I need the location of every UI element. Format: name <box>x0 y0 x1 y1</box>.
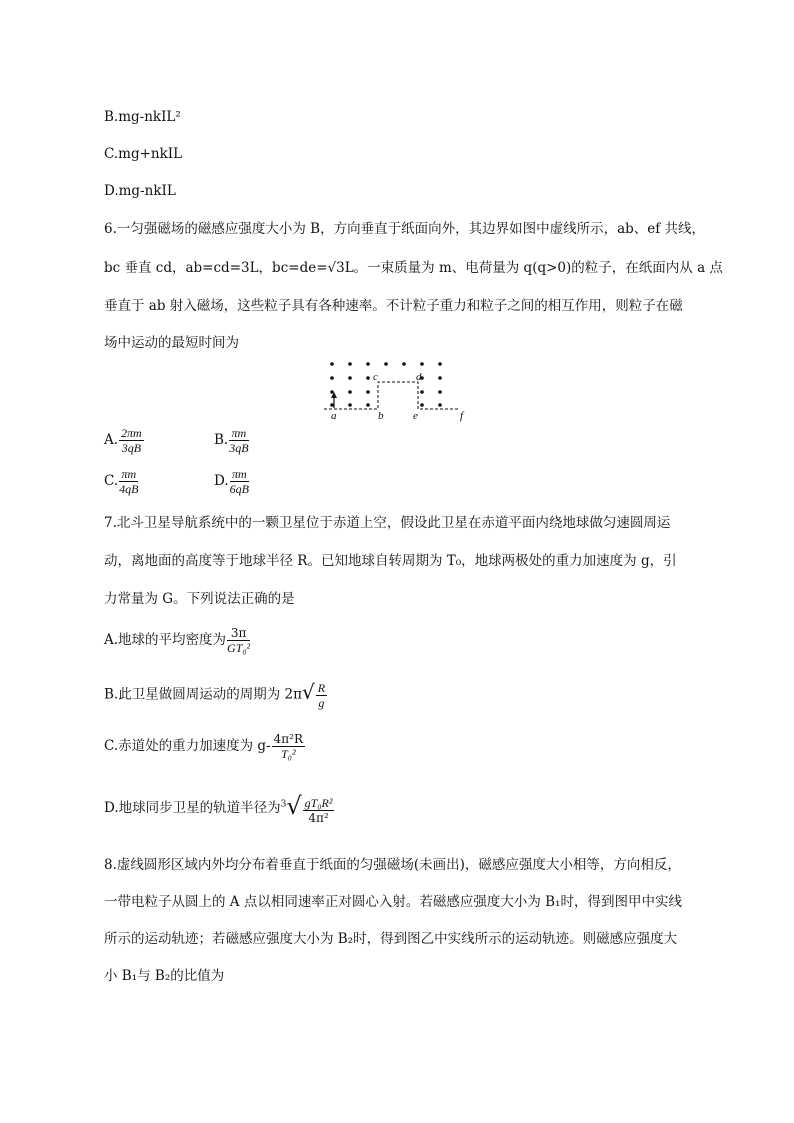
label-e: e <box>413 410 418 422</box>
q7-line3: 力常量为 G。下列说法正确的是 <box>104 591 295 607</box>
option-label: C. <box>104 473 119 489</box>
option-label: D. <box>214 473 229 489</box>
q6-option-a <box>104 426 145 455</box>
q6-line2b: 3L。一束质量为 m、电荷量为 q(q>0)的粒子，在纸面内从 a 点 <box>336 260 723 276</box>
q7-option-c <box>104 732 306 761</box>
q7-option-b <box>104 680 328 710</box>
label-b: b <box>378 410 384 422</box>
option-text: A.地球的平均密度为 <box>104 632 227 648</box>
sqrt-sign: √ <box>327 260 337 276</box>
q7-line1: 7.北斗卫星导航系统中的一颗卫星位于赤道上空，假设此卫星在赤道平面内绕地球做匀速圆周运 <box>104 515 671 531</box>
fraction: $\frac{\pi m}{6qB}$ <box>229 467 249 496</box>
fraction: $\frac{2\pi m}{3qB}$ <box>121 426 142 455</box>
q6-line4: 场中运动的最短时间为 <box>104 335 239 351</box>
q8-line4: 小 B₁与 B₂的比值为 <box>104 968 225 984</box>
q6-magnetic-field-figure <box>320 356 480 422</box>
fraction: $\frac{\pi m}{4qB}$ <box>119 467 139 496</box>
q8-line3: 所示的运动轨迹；若磁感应强度大小为 B₂时，得到图乙中实线所示的运动轨迹。则磁感应强度大 <box>104 931 678 947</box>
root-index: 3 <box>280 799 287 810</box>
q5-option-c: C.mg+nkIL <box>104 146 183 162</box>
sqrt: √ $\frac{R}{g}$ <box>301 680 326 710</box>
q6-line2a: bc 垂直 cd，ab=cd=3L，bc=de= <box>104 260 328 276</box>
q7-option-a <box>104 626 251 655</box>
q6-line2 <box>104 259 723 277</box>
label-d: d <box>416 371 422 383</box>
q6-option-d <box>214 467 250 496</box>
option-label: A. <box>104 432 119 448</box>
fraction: $\frac{3\pi}{\text{GT₀²}}$ <box>227 626 251 655</box>
q6-line1: 6.一匀强磁场的磁感应强度大小为 B，方向垂直于纸面向外，其边界如图中虚线所示，ab、ef 共线， <box>104 221 706 237</box>
label-f: f <box>460 410 464 422</box>
q7-option-d <box>104 792 335 825</box>
q8-line1: 8.虚线圆形区域内外均分布着垂直于纸面的匀强磁场(未画出)，磁感应强度大小相等，方向相反， <box>104 857 681 873</box>
option-text: D.地球同步卫星的轨道半径为 <box>104 800 281 816</box>
label-c: c <box>373 371 378 383</box>
label-a: a <box>331 410 337 422</box>
fraction: $\frac{\pi m}{3qB}$ <box>229 426 249 455</box>
fraction: $\frac{\text{4π²R}}{\text{T₀²}}$ <box>273 732 304 761</box>
sqrt: √ $\frac{\text{gT₀R²}}{\text{4π²}}$ <box>286 792 333 825</box>
q7-line2: 动，离地面的高度等于地球半径 R。已知地球自转周期为 T₀，地球两极处的重力加速度为 g，引 <box>104 553 677 569</box>
q5-option-b: B.mg-nkIL² <box>104 109 181 125</box>
q5-option-d: D.mg-nkIL <box>104 183 176 199</box>
q6-line3: 垂直于 ab 射入磁场，这些粒子具有各种速率。不计粒子重力和粒子之间的相互作用，则粒子在磁 <box>104 298 683 314</box>
option-text: C.赤道处的重力加速度为 g- <box>104 738 271 754</box>
q6-option-b <box>214 426 250 455</box>
q6-option-c <box>104 467 139 496</box>
q8-line2: 一带电粒子从圆上的 A 点以相同速率正对圆心入射。若磁感应强度大小为 B₁时，得到图甲中实线 <box>104 894 682 910</box>
option-label: B. <box>214 432 229 448</box>
option-text: B.此卫星做圆周运动的周期为 2π <box>104 686 302 703</box>
